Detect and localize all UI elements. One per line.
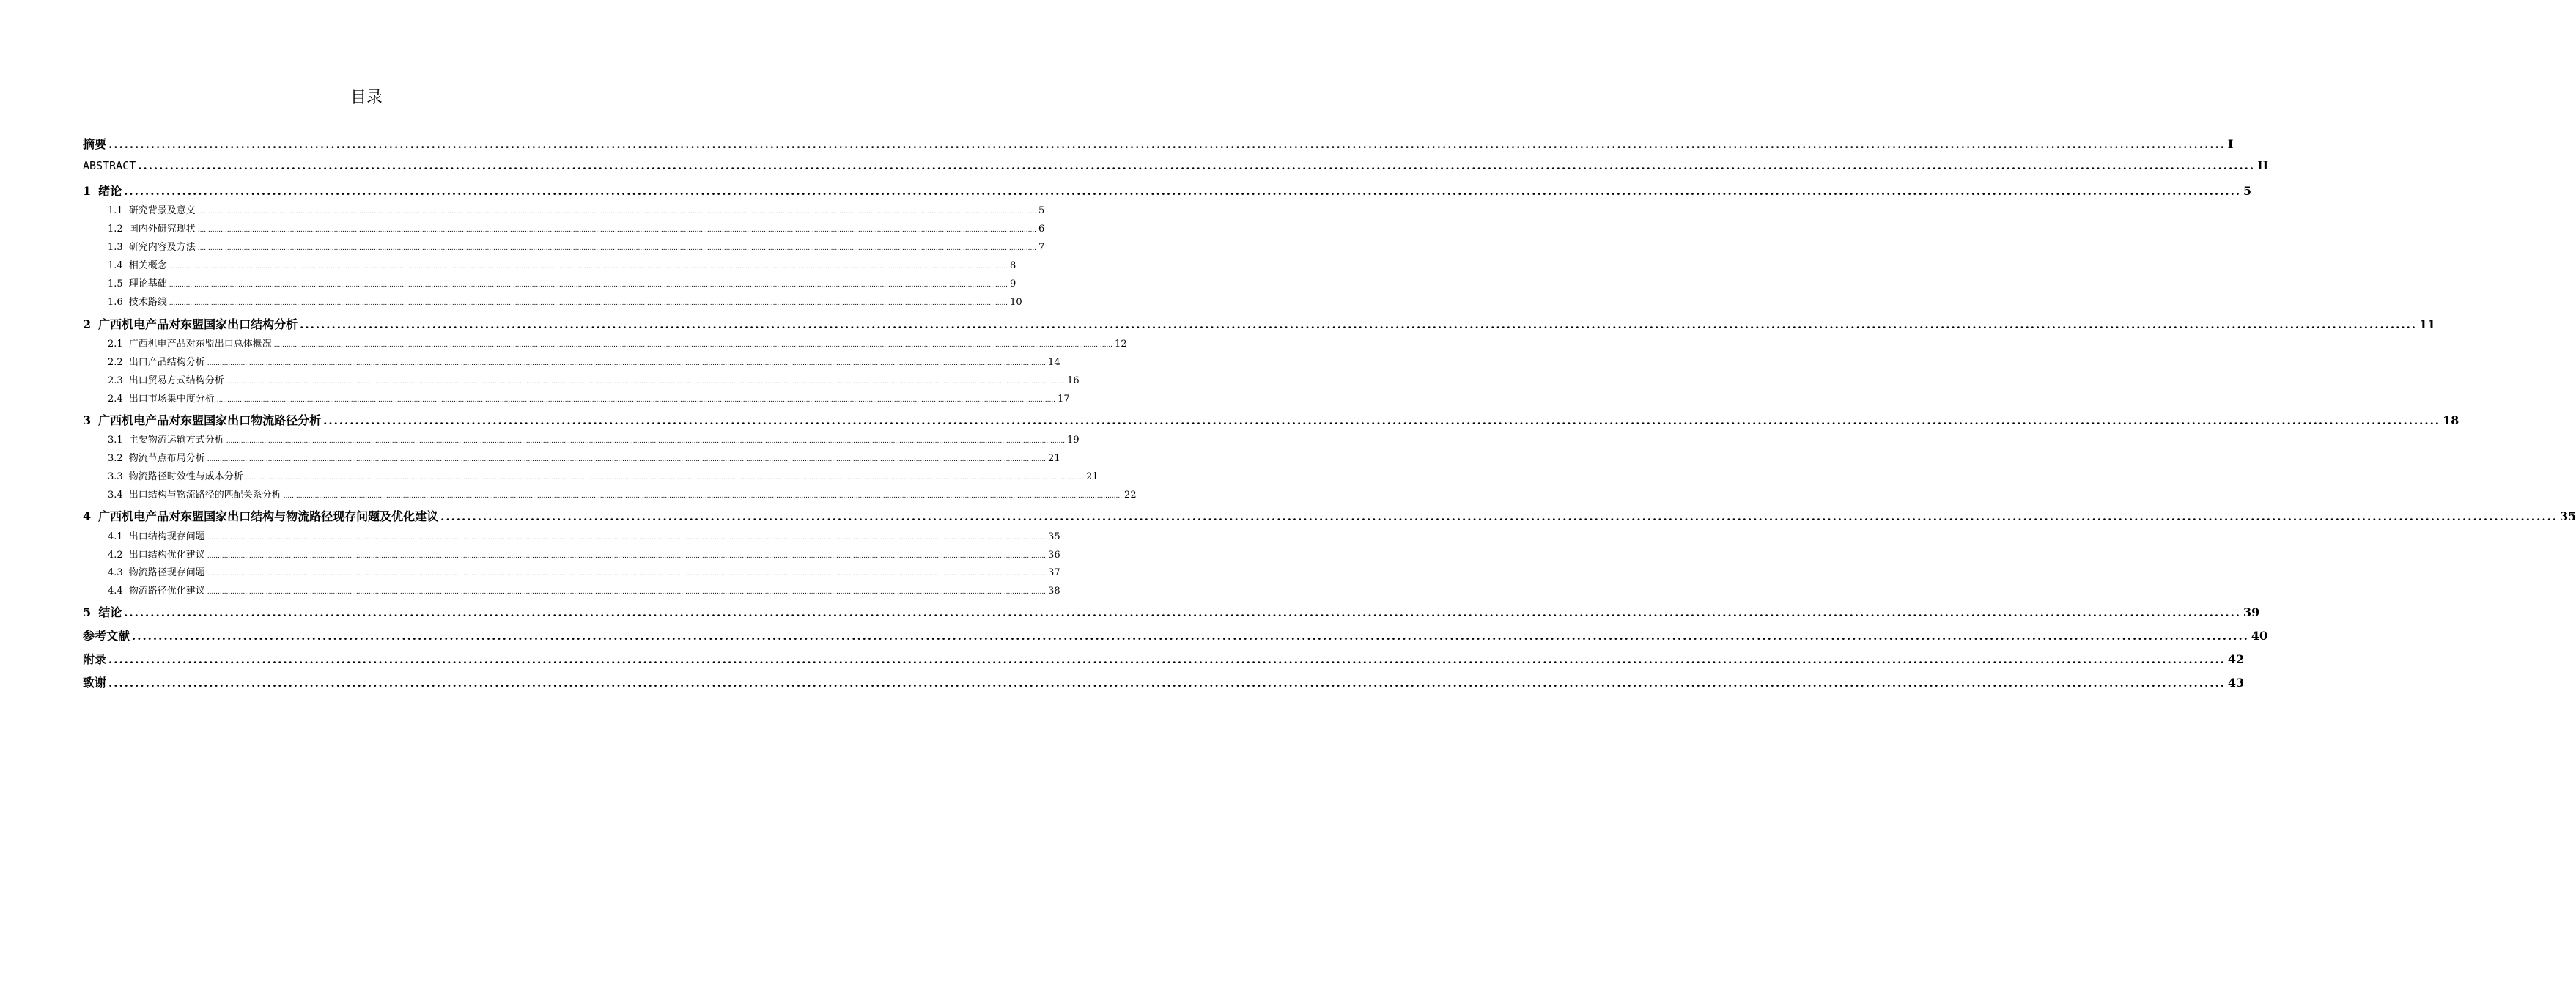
toc-section-entry[interactable] (108, 202, 1045, 216)
toc-entry-text: 物流路径时效性与成本分析 (128, 471, 243, 482)
toc-leader-dots: ................................................................................................................................................................................................................................................................................................................................................................................................................ (283, 492, 1123, 500)
toc-entry-label (108, 354, 205, 368)
toc-page-number: I (2227, 137, 2234, 151)
toc-entry-number: 2.2 (108, 357, 123, 368)
toc-entry-label (108, 257, 167, 271)
toc-section-entry[interactable] (108, 294, 1022, 308)
toc-page-number: 7 (1038, 242, 1045, 253)
toc-entry-number: 4.4 (108, 586, 123, 597)
toc-entry-text: 相关概念 (128, 260, 167, 271)
toc-entry-number: 1 (83, 184, 92, 198)
page-title: 目录 (350, 89, 383, 107)
toc-leader-dots: ................................................................................................................................................................................................................................................................................................................................................................................................................ (197, 208, 1037, 215)
toc-leader-dots: ................................................................................................................................................................................................................................................................................................................................................................................................................ (226, 438, 1066, 445)
toc-leader-dots: ................................................................................................................................................................................................................................................................................................................................................................................................................ (169, 281, 1008, 289)
toc-page-number: 5 (2243, 184, 2252, 198)
toc-entry-number: 2.4 (108, 394, 123, 405)
toc-entry-text: 出口产品结构分析 (128, 357, 205, 368)
toc-entry-text: 广西机电产品对东盟国家出口结构分析 (98, 317, 298, 331)
toc-entry-text: 物流路径现存问题 (128, 567, 205, 578)
toc-page-number: 42 (2227, 652, 2245, 666)
toc-leader-dots: ................................................................................................................................................................................................................................................................................................................................................................................................................ (207, 553, 1047, 560)
toc-page-number: 17 (1058, 394, 1070, 405)
toc-chapter-entry[interactable] (83, 411, 2459, 427)
toc-section-entry[interactable] (108, 487, 1137, 501)
toc-leader-dots: ................................................................................................................................................................................................................................................................................................................................................................................................................ (245, 474, 1085, 482)
toc-entry-text: 物流节点布局分析 (128, 453, 205, 464)
toc-entry-number: 4.3 (108, 567, 123, 578)
toc-leader-dots: ................................................................................................................................................................................................................................................................................................................................................................................................................ (132, 630, 2249, 643)
toc-section-entry[interactable] (108, 391, 1070, 405)
toc-leader-dots: ................................................................................................................................................................................................................................................................................................................................................................................................................ (207, 570, 1047, 578)
toc-page-number: 36 (1048, 550, 1060, 561)
toc-entry-number: 1.1 (108, 205, 123, 216)
toc-entry-number: 3.1 (108, 435, 123, 446)
toc-section-entry[interactable] (108, 583, 1060, 597)
toc-leader-dots: ................................................................................................................................................................................................................................................................................................................................................................................................................ (169, 300, 1008, 307)
toc-leader-dots: ................................................................................................................................................................................................................................................................................................................................................................................................................ (138, 159, 2256, 172)
toc-entry-label (108, 336, 272, 350)
toc-entry-number: 4.2 (108, 550, 123, 561)
toc-leader-dots: ................................................................................................................................................................................................................................................................................................................................................................................................................ (273, 342, 1113, 349)
toc-leader-dots: ................................................................................................................................................................................................................................................................................................................................................................................................................ (300, 318, 2418, 331)
toc-entry-label (108, 239, 196, 253)
toc-entry-label (108, 221, 196, 235)
toc-entry-label (83, 650, 106, 667)
toc-entry-label (108, 528, 205, 542)
toc-page-number: 12 (1115, 339, 1127, 350)
toc-page-number: 35 (1048, 531, 1060, 542)
toc-page-number: 21 (1086, 471, 1099, 482)
toc-page-number: 40 (2251, 629, 2268, 643)
toc-chapter-entry[interactable] (83, 674, 2245, 690)
toc-section-entry[interactable] (108, 336, 1127, 350)
toc-section-entry[interactable] (108, 450, 1060, 464)
toc-entry-label (83, 674, 106, 690)
toc-leader-dots: ................................................................................................................................................................................................................................................................................................................................................................................................................ (323, 414, 2441, 427)
toc-page-number: II (2257, 158, 2269, 172)
toc-page-number: 35 (2560, 509, 2576, 523)
toc-section-entry[interactable] (108, 372, 1080, 386)
toc-page-number: 39 (2243, 605, 2260, 619)
toc-entry-label (108, 487, 281, 501)
toc-entry-label (108, 202, 196, 216)
toc-entry-number: 1.6 (108, 297, 123, 308)
toc-entry-text: 广西机电产品对东盟国家出口结构与物流路径现存问题及优化建议 (98, 509, 439, 523)
toc-entry-text: 广西机电产品对东盟国家出口物流路径分析 (98, 413, 322, 427)
toc-entry-number: 1.3 (108, 242, 123, 253)
toc-entry-text: 出口结构现存问题 (128, 531, 205, 542)
toc-entry-text: 技术路线 (128, 297, 167, 308)
toc-leader-dots: ................................................................................................................................................................................................................................................................................................................................................................................................................ (207, 456, 1047, 463)
toc-section-entry[interactable] (108, 528, 1060, 542)
toc-entry-label (108, 583, 205, 597)
toc-page-number: 6 (1038, 224, 1045, 235)
toc-entry-text: 致谢 (83, 676, 107, 690)
toc-leader-dots: ................................................................................................................................................................................................................................................................................................................................................................................................................ (216, 396, 1056, 404)
toc-page-number: 16 (1067, 375, 1080, 386)
toc-chapter-entry[interactable] (83, 627, 2268, 643)
toc-entry-label (108, 391, 215, 405)
toc-leader-dots: ................................................................................................................................................................................................................................................................................................................................................................................................................ (169, 263, 1008, 270)
toc-entry-number: 1.5 (108, 278, 123, 289)
toc-entry-text: 出口贸易方式结构分析 (128, 375, 224, 386)
toc-chapter-entry[interactable] (83, 603, 2260, 619)
toc-page-number: 18 (2443, 413, 2459, 427)
toc-page-number: 19 (1067, 435, 1080, 446)
toc-entry-label (108, 372, 224, 386)
toc-entry-label (108, 432, 224, 446)
toc-chapter-entry[interactable] (83, 507, 2576, 523)
toc-leader-dots: ................................................................................................................................................................................................................................................................................................................................................................................................................ (124, 185, 2242, 198)
toc-page-number: 37 (1048, 567, 1060, 578)
toc-page-number: 43 (2227, 676, 2245, 690)
toc-entry-number: 3.3 (108, 471, 123, 482)
toc-entry-label (83, 627, 130, 643)
toc-chapter-entry[interactable] (83, 182, 2252, 198)
toc-entry-label (108, 276, 167, 289)
toc-entry-label (83, 315, 298, 332)
toc-entry-number: 3 (83, 413, 92, 427)
toc-section-entry[interactable] (108, 276, 1016, 289)
toc-leader-dots: ................................................................................................................................................................................................................................................................................................................................................................................................................ (124, 606, 2242, 619)
toc-page-number: 38 (1048, 586, 1060, 597)
toc-entry-number: 5 (83, 605, 92, 619)
toc-entry-text: 出口结构与物流路径的匹配关系分析 (128, 490, 281, 501)
toc-leader-dots: ................................................................................................................................................................................................................................................................................................................................................................................................................ (226, 378, 1066, 385)
toc-entry-number: 3.4 (108, 490, 123, 501)
toc-entry-label (108, 450, 205, 464)
toc-leader-dots: ................................................................................................................................................................................................................................................................................................................................................................................................................ (197, 226, 1037, 234)
toc-entry-text: 主要物流运输方式分析 (128, 435, 224, 446)
toc-page-number: 9 (1010, 278, 1016, 289)
toc-page-number: 10 (1010, 297, 1022, 308)
toc-entry-text: 附录 (83, 652, 107, 666)
toc-entry-text: 国内外研究现状 (128, 224, 196, 235)
toc-entry-number: 4.1 (108, 531, 123, 542)
toc-section-entry[interactable] (108, 432, 1080, 446)
toc-entry-label (83, 158, 136, 172)
toc-entry-label (83, 182, 122, 199)
toc-entry-number: 1.4 (108, 260, 123, 271)
toc-page-number: 14 (1048, 357, 1060, 368)
toc-entry-label (83, 603, 122, 620)
toc-section-entry[interactable] (108, 354, 1060, 368)
toc-page-number: 21 (1048, 453, 1060, 464)
toc-page-number: 22 (1124, 490, 1137, 501)
toc-chapter-entry[interactable] (83, 135, 2234, 151)
toc-entry-label (83, 411, 321, 428)
toc-section-entry[interactable] (108, 221, 1045, 235)
toc-entry-text: 出口结构优化建议 (128, 550, 205, 561)
toc-entry-number: 2.1 (108, 339, 123, 350)
toc-section-entry[interactable] (108, 564, 1060, 578)
toc-entry-number: 1.2 (108, 224, 123, 235)
toc-entry-text: ABSTRACT (83, 159, 136, 172)
toc-leader-dots: ................................................................................................................................................................................................................................................................................................................................................................................................................ (207, 534, 1047, 542)
toc-entry-number: 2.3 (108, 375, 123, 386)
toc-entry-label (108, 564, 205, 578)
toc-section-entry[interactable] (108, 547, 1060, 561)
toc-entry-number: 2 (83, 317, 92, 331)
toc-entry-label (108, 547, 205, 561)
toc-entry-text: 研究内容及方法 (128, 242, 196, 253)
toc-chapter-entry[interactable] (83, 158, 2269, 174)
toc-entry-text: 理论基础 (128, 278, 167, 289)
toc-entry-text: 结论 (98, 605, 122, 619)
toc-entry-label (83, 507, 438, 524)
toc-page-number: 8 (1010, 260, 1016, 271)
toc-entry-text: 绪论 (98, 184, 122, 198)
toc-section-entry[interactable] (108, 257, 1016, 271)
toc-section-entry[interactable] (108, 239, 1045, 253)
toc-entry-text: 研究背景及意义 (128, 205, 196, 216)
toc-entry-label (108, 468, 243, 482)
toc-leader-dots: ................................................................................................................................................................................................................................................................................................................................................................................................................ (108, 676, 2226, 690)
toc-leader-dots: ................................................................................................................................................................................................................................................................................................................................................................................................................ (108, 653, 2226, 666)
toc-entry-text: 参考文献 (83, 629, 130, 643)
toc-leader-dots: ................................................................................................................................................................................................................................................................................................................................................................................................................ (207, 589, 1047, 596)
toc-chapter-entry[interactable] (83, 315, 2436, 331)
toc-entry-text: 摘要 (83, 137, 107, 151)
toc-entry-label (83, 135, 106, 152)
toc-entry-text: 广西机电产品对东盟出口总体概况 (128, 339, 272, 350)
toc-chapter-entry[interactable] (83, 650, 2245, 666)
toc-entry-text: 出口市场集中度分析 (128, 394, 215, 405)
toc-entry-label (108, 294, 167, 308)
toc-section-entry[interactable] (108, 468, 1099, 482)
toc-leader-dots: ................................................................................................................................................................................................................................................................................................................................................................................................................ (440, 510, 2558, 523)
toc-leader-dots: ................................................................................................................................................................................................................................................................................................................................................................................................................ (197, 245, 1037, 252)
toc-page-number: 11 (2419, 317, 2436, 331)
toc-page-number: 5 (1038, 205, 1045, 216)
toc-entry-number: 4 (83, 509, 92, 523)
toc-entry-number: 3.2 (108, 453, 123, 464)
toc-leader-dots: ................................................................................................................................................................................................................................................................................................................................................................................................................ (207, 360, 1047, 367)
toc-entry-text: 物流路径优化建议 (128, 586, 205, 597)
toc-leader-dots: ................................................................................................................................................................................................................................................................................................................................................................................................................ (108, 138, 2226, 151)
